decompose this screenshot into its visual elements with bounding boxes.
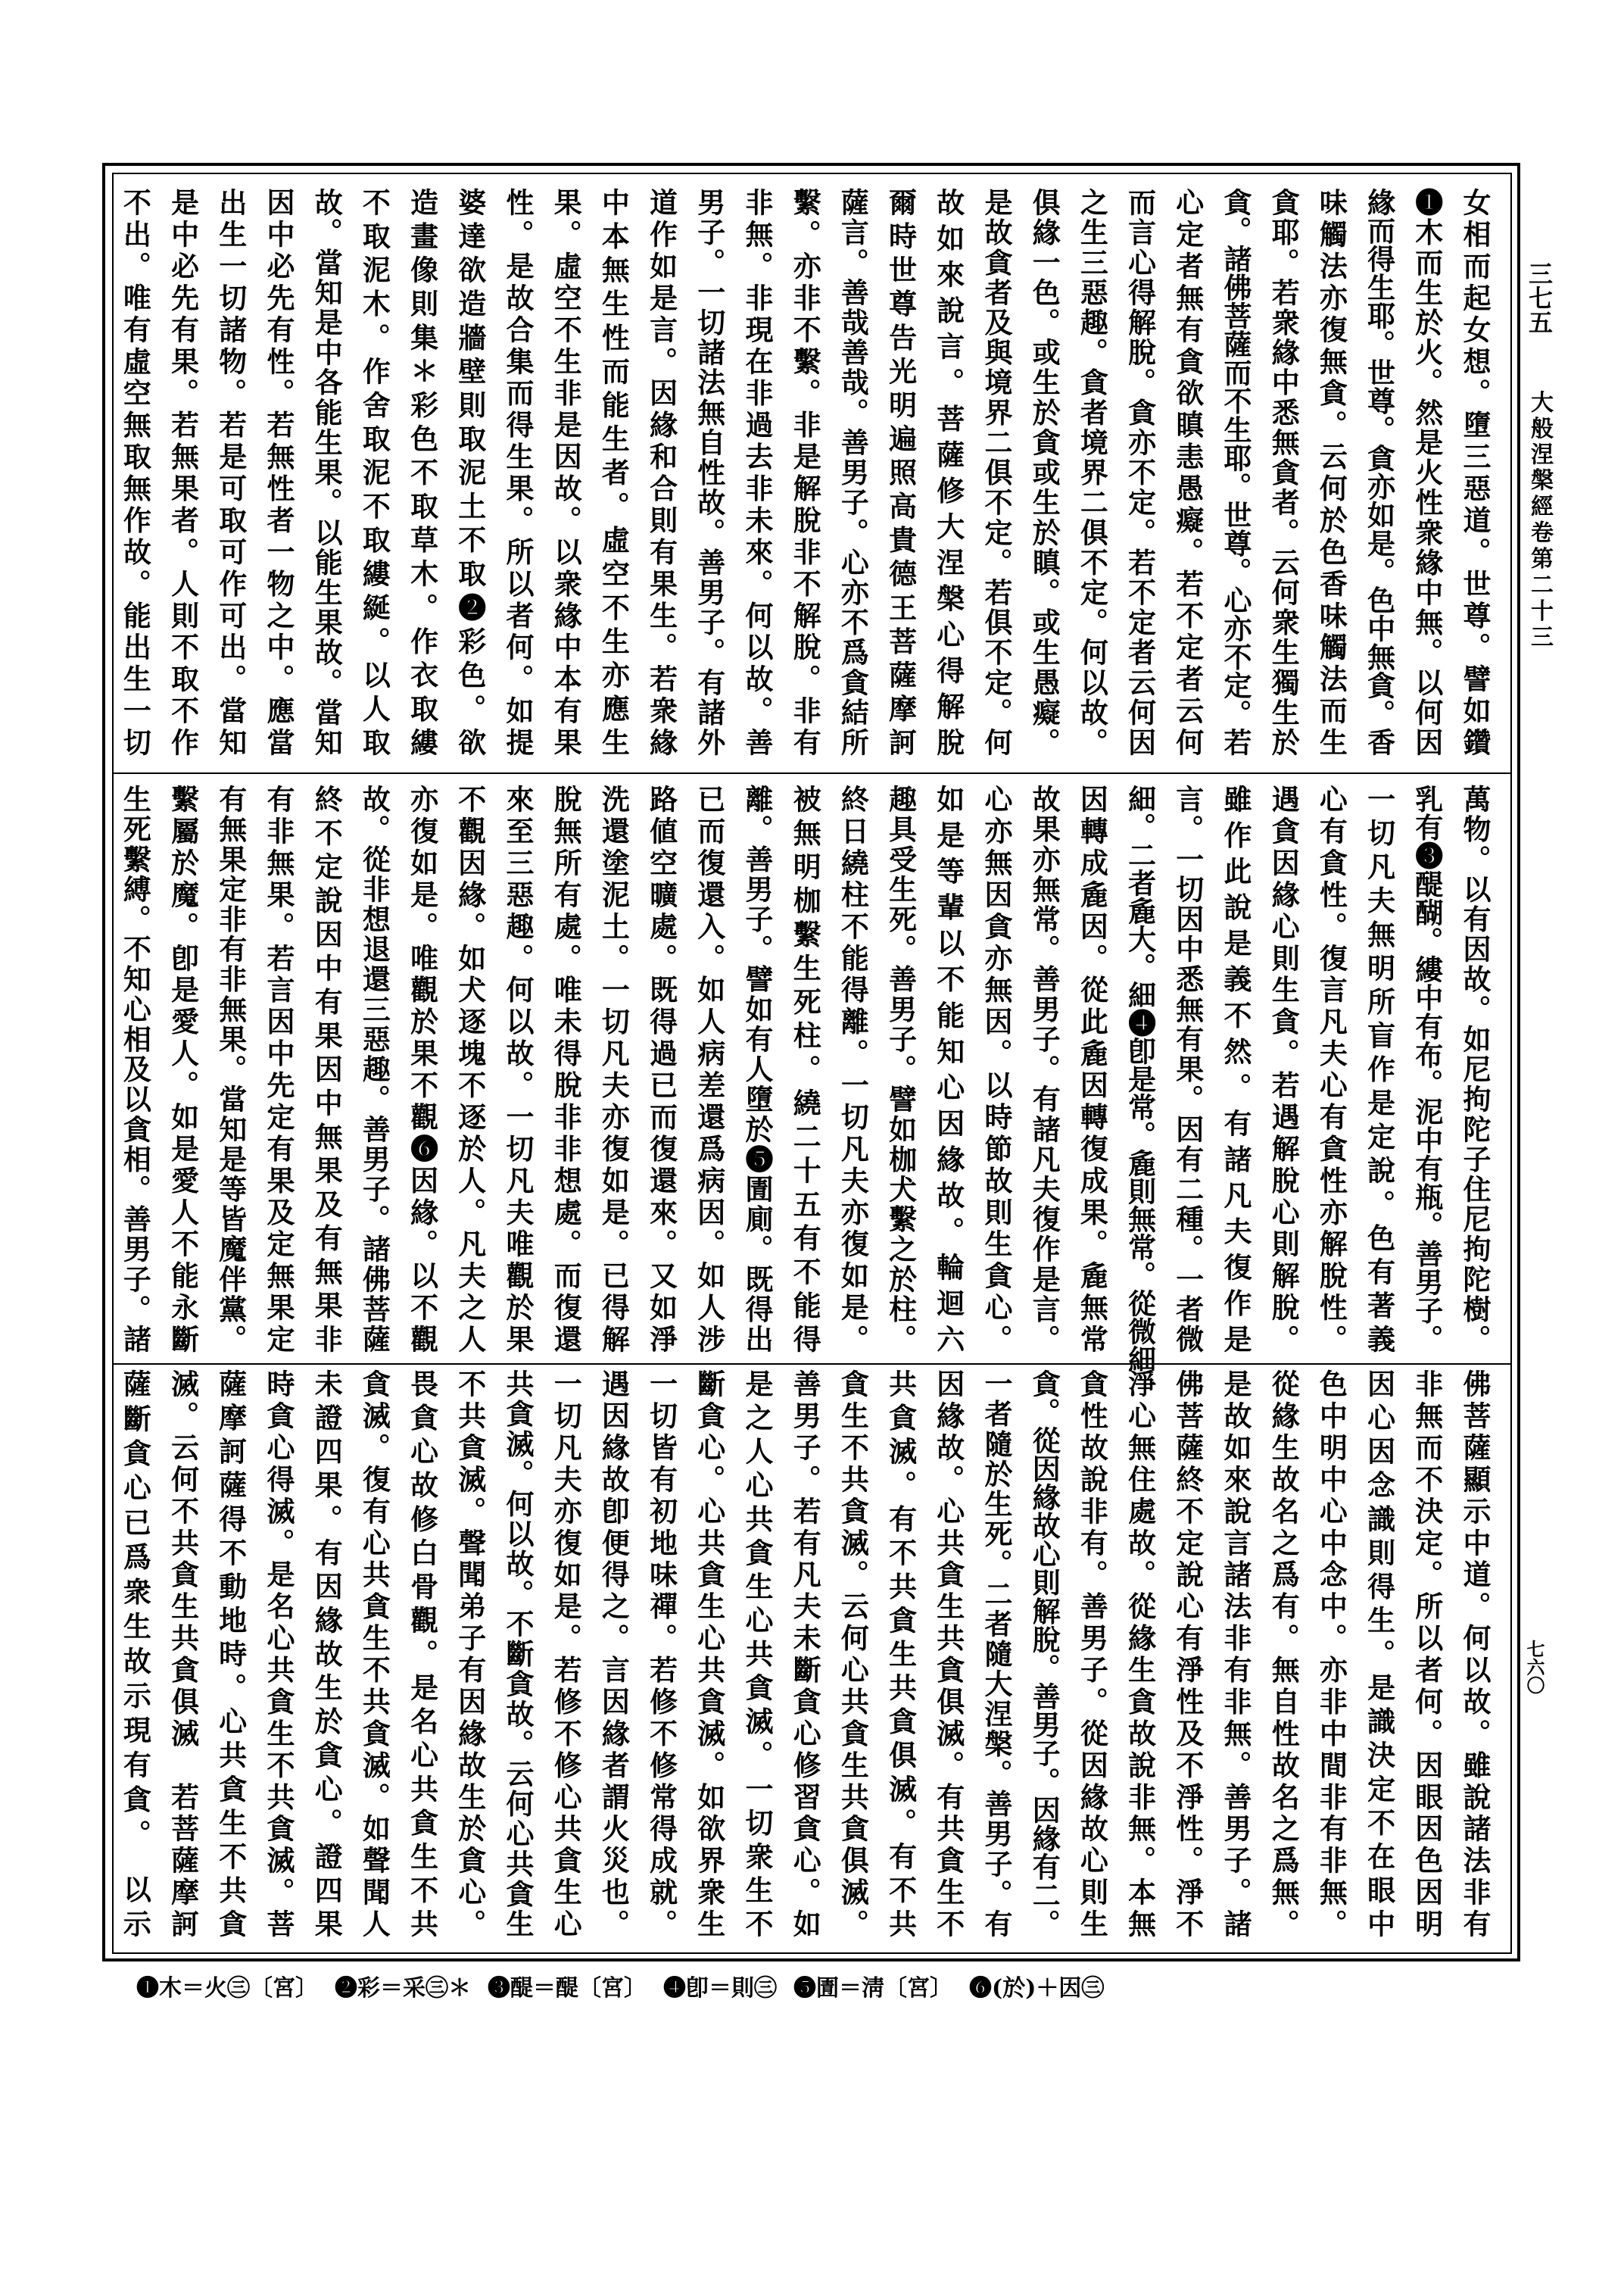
text-column: 是故如來說言諸法非有非無。善男子。諸	[1219, 1369, 1252, 1937]
secondary-page-number: 七六〇	[1523, 1640, 1545, 1694]
text-column: 從緣生故名之爲有。無自性故名之爲無。	[1267, 1369, 1301, 1937]
text-column: 時貪心得滅。是名心共貪生不共貪滅。菩	[262, 1369, 295, 1937]
text-column: 女相而起女想。墮三惡道。世尊。譬如鑽	[1458, 188, 1492, 756]
register-divider	[112, 1363, 1512, 1365]
text-column: 善男子。若有凡夫未斷貪心修習貪心。如	[788, 1369, 822, 1937]
text-column: 貪。諸佛菩薩而不生耶。世尊。心亦不定。若	[1219, 188, 1252, 756]
text-column: 之生三惡趣。貪者境界二俱不定。何以故。	[1075, 188, 1109, 756]
text-column: 薩摩訶薩得不動地時。心共貪生不共貪	[214, 1369, 248, 1937]
text-column: 終日繞柱不能得離。一切凡夫亦復如是。	[836, 785, 870, 1353]
text-column: 心亦無因貪亦無因。以時節故則生貪心。	[980, 785, 1013, 1353]
text-column: 爾時世尊告光明遍照高貴德王菩薩摩訶	[884, 188, 918, 756]
text-column: 萬物。以有因故。如尼拘陀子住尼拘陀樹。	[1458, 785, 1492, 1353]
text-column: 一者隨於生死。二者隨大涅槃。善男子。有	[980, 1369, 1013, 1937]
text-column: 路値空曠處。既得過已而復還來。又如淨	[644, 785, 678, 1353]
footnote-item: ❻(於)＋因㊂	[969, 1975, 1105, 2002]
text-column: 故果亦無常。善男子。有諸凡夫復作是言。	[1027, 785, 1061, 1353]
text-column: 畏貪心故修白骨觀。是名心共貪生不共	[405, 1369, 439, 1937]
text-column: 因緣故。心共貪生共貪俱滅。有共貪生不	[931, 1369, 965, 1937]
text-column: 出生一切諸物。若是可取可作可出。當知	[214, 188, 248, 756]
text-column: 非無。非現在非過去非未來。何以故。善	[740, 188, 774, 756]
register-divider	[112, 772, 1512, 774]
text-column: ❶木而生於火。然是火性衆緣中無。以何因	[1410, 188, 1444, 756]
text-column: 乳有❸醍醐。縷中有布。泥中有瓶。善男子。	[1410, 785, 1444, 1353]
text-column: 因中必先有性。若無性者一物之中。應當	[262, 188, 295, 756]
text-column: 離。善男子。譬如有人墮於❺圊廁。既得出	[740, 785, 774, 1353]
text-column: 婆達欲造牆壁則取泥土不取❷彩色。欲	[453, 188, 487, 756]
footnote-item: ❶木＝火㊂〔宮〕	[136, 1975, 318, 2002]
text-column: 細。二者麁大。細❹卽是常。麁則無常。從微細	[1123, 785, 1157, 1373]
text-column: 貪生不共貪滅。云何心共貪生共貪俱滅。	[836, 1369, 870, 1937]
text-column: 果。虛空不生非是因故。以衆緣中本有果	[549, 188, 583, 756]
text-column: 故。從非想退還三惡趣。善男子。諸佛菩薩	[357, 785, 391, 1353]
text-column: 來至三惡趣。何以故。一切凡夫唯觀於果	[501, 785, 535, 1353]
text-column: 不共貪滅。聲聞弟子有因緣故生於貪心。	[453, 1369, 487, 1937]
text-column: 性。是故合集而得生果。所以者何。如提	[501, 188, 535, 756]
text-column: 色中明中心中念中。亦非中間非有非無。	[1314, 1369, 1348, 1937]
text-column: 非無而不決定。所以者何。因眼因色因明	[1410, 1369, 1444, 1937]
text-column: 俱緣一色。或生於貪或生於瞋。或生愚癡。	[1027, 188, 1061, 756]
text-column: 趣具受生死。善男子。譬如枷犬繫之於柱。	[884, 785, 918, 1353]
text-column: 共貪滅。何以故。不斷貪故。云何心共貪生	[501, 1369, 535, 1937]
footnote-item: ❹卽＝則㊂	[663, 1975, 777, 2002]
text-column: 不出。唯有虛空無取無作故。能出生一切	[118, 188, 152, 756]
text-column: 貪。從因緣故心則解脫。善男子。因緣有二。	[1027, 1369, 1061, 1937]
text-column: 未證四果。有因緣故生於貪心。證四果	[310, 1369, 344, 1937]
text-column: 斷貪心。心共貪生心共貪滅。如欲界衆生	[692, 1369, 726, 1937]
text-column: 共貪滅。有不共貪生共貪俱滅。有不共	[884, 1369, 918, 1937]
text-column: 是中必先有果。若無果者。人則不取不作	[166, 188, 200, 756]
text-column: 緣而得生耶。世尊。貪亦如是。色中無貪。香	[1362, 188, 1396, 756]
text-column: 貪滅。復有心共貪生不共貪滅。如聲聞人	[357, 1369, 391, 1937]
text-column: 而言心得解脫。貪亦不定。若不定者云何因	[1123, 188, 1157, 756]
text-column: 洗還塗泥土。一切凡夫亦復如是。已得解	[597, 785, 631, 1353]
sutra-title: 大般涅槃經卷第二十三	[1526, 390, 1553, 648]
text-column: 心定者無有貪欲瞋恚愚癡。若不定者云何	[1170, 188, 1205, 756]
text-column: 遇因緣故卽便得之。言因緣者謂火災也。	[597, 1369, 631, 1937]
text-column: 故如來說言。菩薩修大涅槃心得解脫	[931, 188, 965, 756]
text-column: 佛菩薩終不定說心有淨性及不淨性。淨不	[1170, 1369, 1205, 1937]
text-column: 一切凡夫無明所盲作是定說。色有著義	[1362, 785, 1396, 1353]
text-column: 故。當知是中各能生果。以能生果故。當知	[310, 188, 344, 756]
text-column: 已而復還入。如人病差還爲病因。如人涉	[692, 785, 726, 1353]
text-column: 是之人心共貪生心共貪滅。一切衆生不	[740, 1369, 774, 1937]
text-column: 貪性故說非有。善男子。從因緣故心則生	[1075, 1369, 1109, 1937]
text-column: 遇貪因緣心則生貪。若遇解脫心則解脫。	[1267, 785, 1301, 1353]
text-column: 薩言。善哉善哉。善男子。心亦不爲貪結所	[836, 188, 870, 756]
text-column: 是故貪者及與境界二俱不定。若俱不定。何	[980, 188, 1013, 756]
text-column: 被無明枷繫生死柱。繞二十五有不能得	[788, 785, 822, 1353]
text-column: 淨心無住處故。從緣生貪故說非無。本無	[1123, 1369, 1157, 1937]
text-column: 道作如是言。因緣和合則有果生。若衆緣	[644, 188, 678, 756]
text-column: 亦復如是。唯觀於果不觀❻因緣。以不觀	[405, 785, 439, 1353]
text-column: 中本無生性而能生者。虛空不生亦應生	[597, 188, 631, 756]
text-column: 因轉成麁因。從此麁因轉復成果。麁無常	[1075, 785, 1109, 1353]
text-column: 因心因念識則得生。是識決定不在眼中	[1362, 1369, 1396, 1937]
text-column: 佛菩薩顯示中道。何以故。雖說諸法非有	[1458, 1369, 1492, 1937]
text-column: 心有貪性。復言凡夫心有貪性亦解脫性。	[1314, 785, 1348, 1353]
text-column: 繫屬於魔。卽是愛人。如是愛人不能永斷	[166, 785, 200, 1353]
text-column: 繫。亦非不繫。非是解脫非不解脫。非有	[788, 188, 822, 756]
page-number: 三七五	[1525, 261, 1554, 334]
text-column: 生死繫縛。不知心相及以貪相。善男子。諸	[118, 785, 152, 1353]
text-column: 一切凡夫亦復如是。若修不修心共貪生心	[549, 1369, 583, 1937]
footnote-item: ❸醍＝醍〔宮〕	[488, 1975, 647, 2002]
text-column: 造畫像則集＊彩色不取草木。作衣取縷	[405, 188, 439, 756]
text-column: 不取泥木。作舍取泥不取縷綖。以人取	[357, 188, 391, 756]
text-column: 味觸法亦復無貪。云何於色香味觸法而生	[1314, 188, 1348, 756]
footnote-item: ❺圊＝淸〔宮〕	[793, 1975, 952, 2002]
text-column: 貪耶。若衆緣中悉無貪者。云何衆生獨生於	[1267, 188, 1301, 756]
text-column: 言。一切因中悉無有果。因有二種。一者微	[1170, 785, 1205, 1353]
text-column: 有無果定非有非無果。當知是等皆魔伴黨。	[214, 785, 248, 1353]
text-column: 不觀因緣。如犬逐塊不逐於人。凡夫之人	[453, 785, 487, 1353]
text-column: 一切皆有初地味禪。若修不修常得成就。	[644, 1369, 678, 1937]
footnotes	[136, 1969, 1121, 2002]
text-column: 有非無果。若言因中先定有果及定無果定	[262, 785, 295, 1353]
text-column: 脫無所有處。唯未得脫非非想處。而復還	[549, 785, 583, 1353]
text-column: 男子。一切諸法無自性故。善男子。有諸外	[692, 188, 726, 756]
footnote-item: ❷彩＝采㊂＊	[335, 1975, 471, 2002]
text-column: 滅。云何不共貪生共貪俱滅 若菩薩摩訶	[166, 1369, 200, 1937]
text-column: 雖作此說是義不然。有諸凡夫復作是	[1219, 785, 1252, 1353]
text-column: 終不定說因中有果因中無果及有無果非	[310, 785, 344, 1353]
text-column: 薩斷貪心已爲衆生故示現有貪。 以示	[118, 1369, 152, 1937]
text-column: 如是等輩以不能知心因緣故。輪迴六	[931, 785, 965, 1353]
